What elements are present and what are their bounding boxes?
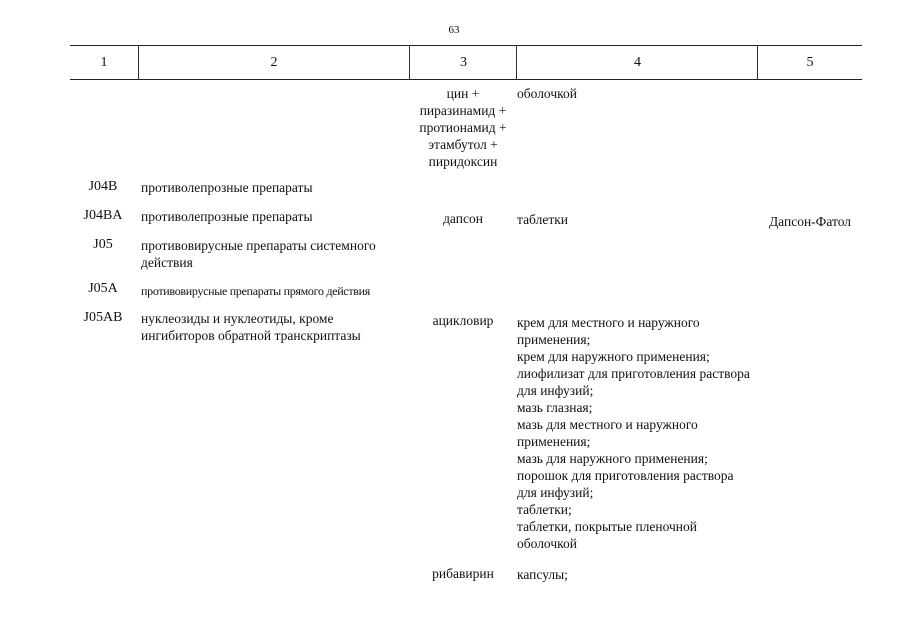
dosage-form: мазь для местного и наружного применения; xyxy=(517,417,698,449)
dosage-form: крем для наружного применения; xyxy=(517,349,710,364)
inn-line: пиразинамид + xyxy=(419,103,507,118)
atc-description: противовирусные препараты прямого действия xyxy=(141,284,370,298)
header-divider xyxy=(757,45,758,80)
atc-code: J05 xyxy=(93,237,113,252)
page-number: 63 xyxy=(448,24,460,36)
inn-line: протионамид + xyxy=(419,120,507,135)
header-divider xyxy=(516,45,517,80)
header-divider xyxy=(138,45,139,80)
inn-line: цин + xyxy=(446,86,480,101)
atc-code: J04BA xyxy=(83,208,123,223)
brand-name: Дапсон-Фатол xyxy=(768,214,852,229)
dosage-form: лиофилизат для приготовления раствора для инфузий; xyxy=(517,366,750,398)
dosage-form: капсулы; xyxy=(517,567,568,582)
dosage-form: крем для местного и наружного применения; xyxy=(517,315,700,347)
header-col-2: 2 xyxy=(270,55,278,70)
header-col-1: 1 xyxy=(100,55,108,70)
atc-description: противолепрозные препараты xyxy=(141,180,313,195)
atc-description: нуклеозиды и нуклеотиды, кроме ингибиторов обратной транскриптазы xyxy=(141,311,361,343)
drug-inn: ацикловир xyxy=(432,313,494,328)
table-header xyxy=(70,45,862,80)
dosage-form: мазь для наружного применения; xyxy=(517,451,708,466)
atc-description: противолепрозные препараты xyxy=(141,209,313,224)
inn-line: этамбутол + xyxy=(428,137,498,152)
dosage-form-list xyxy=(517,314,753,552)
header-divider xyxy=(409,45,410,80)
atc-code: J05AB xyxy=(83,310,123,325)
drug-inn: рибавирин xyxy=(432,566,494,581)
header-col-5: 5 xyxy=(806,55,814,70)
dosage-form: таблетки, покрытые пленочной оболочкой xyxy=(517,519,698,551)
drug-inn: дапсон xyxy=(443,211,483,226)
continuation-inn xyxy=(410,85,516,170)
dosage-form: таблетки xyxy=(517,212,569,227)
dosage-form: порошок для приготовления раствора для инфузий; xyxy=(517,468,734,500)
atc-code: J04B xyxy=(88,179,118,194)
atc-code: J05A xyxy=(88,281,118,296)
dosage-form: мазь глазная; xyxy=(517,400,593,415)
atc-description: противовирусные препараты системного действия xyxy=(141,238,376,270)
dosage-form: таблетки; xyxy=(517,502,572,517)
inn-line: пиридоксин xyxy=(428,154,498,169)
header-col-3: 3 xyxy=(460,55,467,70)
header-col-4: 4 xyxy=(634,55,641,70)
continuation-form: оболочкой xyxy=(517,86,577,101)
